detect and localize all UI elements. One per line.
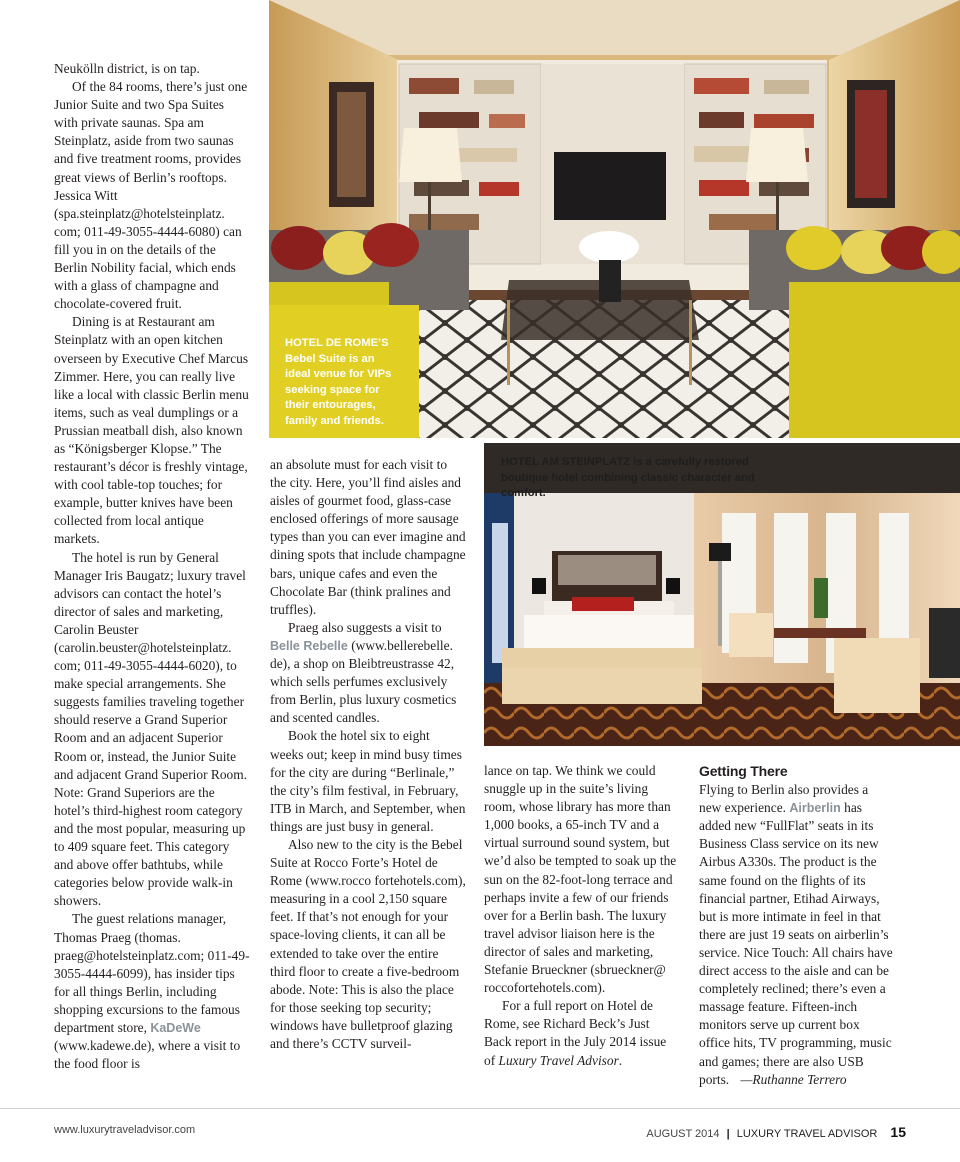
paragraph: The hotel is run by General Manager Iris Baugatz; luxury travel advisors can contact the hotel’s director of sales and marketing, Carolin Beuster (carolin.beuster@hotelsteinplatz. com; 011-49-3055-4444-6020), to make special arrangements. She suggests families traveling together should reserve a Grand Superior Room and an adjacent Superior Room or, instead, the Junior Suite and adjacent Grand Superior Room. Note: Grand Superiors are the hotel’s third-highest room category and the most popular, measuring up to 409 square feet. This category and above offer bathtubs, while categories below provide walk-in showers. — [54, 549, 247, 909]
paragraph-text: Flying to Berlin also provides a new experience. — [699, 782, 869, 816]
paragraph-text: The guest relations manager, Thomas Praeg (thomas. praeg@hotelsteinplatz.com; 011-49-3055-4444-6099), has insider tips for all things Berlin, including shopping excursions to the famous department store, — [54, 911, 250, 1035]
sidebar-getting-there — [699, 762, 893, 1089]
footer-magazine: LUXURY TRAVEL ADVISOR — [736, 1128, 878, 1140]
paragraph-text: Praeg also suggests a visit to — [288, 619, 442, 635]
paragraph — [54, 910, 250, 1073]
kadewe-highlight: KaDeWe — [150, 1020, 201, 1035]
paragraph: Book the hotel six to eight weeks out; keep in mind busy times for the city are during “Berlinale,” the city’s film festival, in February, ITB in March, and September, when things are just busy in general. — [270, 728, 466, 834]
author-signature: —Ruthanne Terrero — [740, 1071, 847, 1087]
hotel-am-steinplatz-caption: HOTEL AM STEINPLATZ is a carefully restored boutique hotel combining classic character and comfort. — [501, 456, 755, 500]
hotel-am-steinplatz-photo — [484, 443, 960, 746]
footer-issue: AUGUST 2014 — [646, 1128, 720, 1140]
hotel-de-rome-caption: HOTEL DE ROME’S Bebel Suite is an ideal venue for VIPs seeking space for their entourages, family and friends. — [285, 337, 392, 427]
paragraph: an absolute must for each visit to the city. Here, you’ll find aisles and aisles of gourmet food, glass-case enclosed offerings of more sausage types than you can ever imagine and dining spots that include champagne bars, unique cafes and even the Chocolate Bar (think pralines and truffles). — [270, 457, 466, 617]
paragraph: Neukölln district, is on tap. — [54, 61, 200, 76]
footer-rule — [0, 1108, 960, 1109]
hotel-de-rome-photo — [269, 0, 960, 438]
sidebar-heading: Getting There — [699, 763, 788, 779]
paragraph-text: (www.bellerebelle. de), a shop on Bleibtreustrasse 42, which sells perfumes exclusively from Berlin, plus luxury cosmetics and scented candles. — [270, 637, 457, 726]
paragraph — [484, 997, 680, 1069]
page-number: 15 — [890, 1124, 906, 1140]
footer-right — [646, 1124, 906, 1140]
airberlin-highlight: Airberlin — [789, 801, 841, 816]
paragraph: Also new to the city is the Bebel Suite at Rocco Forte’s Hotel de Rome (www.rocco fortehotels.com), measuring in a cool 2,150 square feet. If that’s not enough for your space-loving clients, it can all be extended to take over the entire third floor to create a five-bedroom abode. Note: This is also the place for those seeking top security; windows have bulletproof glazing and there’s CCTV surveil- — [270, 836, 466, 1051]
paragraph — [699, 781, 893, 1089]
paragraph: lance on tap. We think we could snuggle up in the suite’s living room, whose library has more than 1,000 books, a 65-inch TV and a virtual surround sound system, but we’d also be tempted to soak up the sun on the 82-foot-long terrace and perhaps invite a few of our friends over for a Berlin bash. The luxury travel advisor liaison here is the director of sales and marketing, Stefanie Brueckner (sbrueckner@ roccofortehotels.com). — [484, 763, 677, 996]
article-column-1 — [54, 60, 250, 1073]
belle-rebelle-highlight: Belle Rebelle — [270, 638, 348, 653]
paragraph-text: (www.kadewe.de), where a visit to the food floor is — [54, 1038, 241, 1072]
magazine-title: Luxury Travel Advisor — [498, 1052, 619, 1068]
paragraph-text: has added new “FullFlat” seats in its Business Class service on its new Airbus A330s. The product is the same found on the flights of its financial partner, Etihad Airways, but is more intimate in feel in that there are just 19 seats on airberlin’s service. Nice Touch: All chairs have direct access to the aisle and can be completely reclined; there’s even a massage feature. Fifteen-inch monitors serve up current box office hits, TV programming, music and games; there are also USB ports. — [699, 800, 893, 1087]
article-column-3 — [484, 762, 680, 1070]
paragraph — [270, 619, 466, 728]
paragraph-text: For a full report on Hotel de Rome, see Richard Beck’s Just Back report in the July 2014 issue of — [484, 998, 667, 1068]
paragraph-text: . — [618, 1052, 623, 1068]
article-column-2 — [270, 456, 466, 1053]
paragraph: Of the 84 rooms, there’s just one Junior Suite and two Spa Suites with private saunas. Spa am Steinplatz, aside from two saunas and five treatment rooms, provides great views of Berlin’s rooftops. Jessica Witt (spa.steinplatz@hotelsteinplatz. com; 011-49-3055-4444-6080) can fill you in on the details of the Berlin Nobility facial, which ends with a glass of champagne and chocolate-covered fruit. — [54, 79, 248, 312]
footer-separator: | — [726, 1128, 730, 1140]
footer-url[interactable]: www.luxurytraveladvisor.com — [54, 1124, 196, 1136]
paragraph: Dining is at Restaurant am Steinplatz with an open kitchen overseen by Executive Chef Marcus Zimmer. Here, you can really live like a local with classic Berlin menu items, such as veal dumplings or a Prussian meatball dish, also known as “Königsberger Klopse.” The restaurant’s décor is freshly vintage, with cool table-top touches; for example, butter knives have been collected from local antique markets. — [54, 314, 249, 547]
